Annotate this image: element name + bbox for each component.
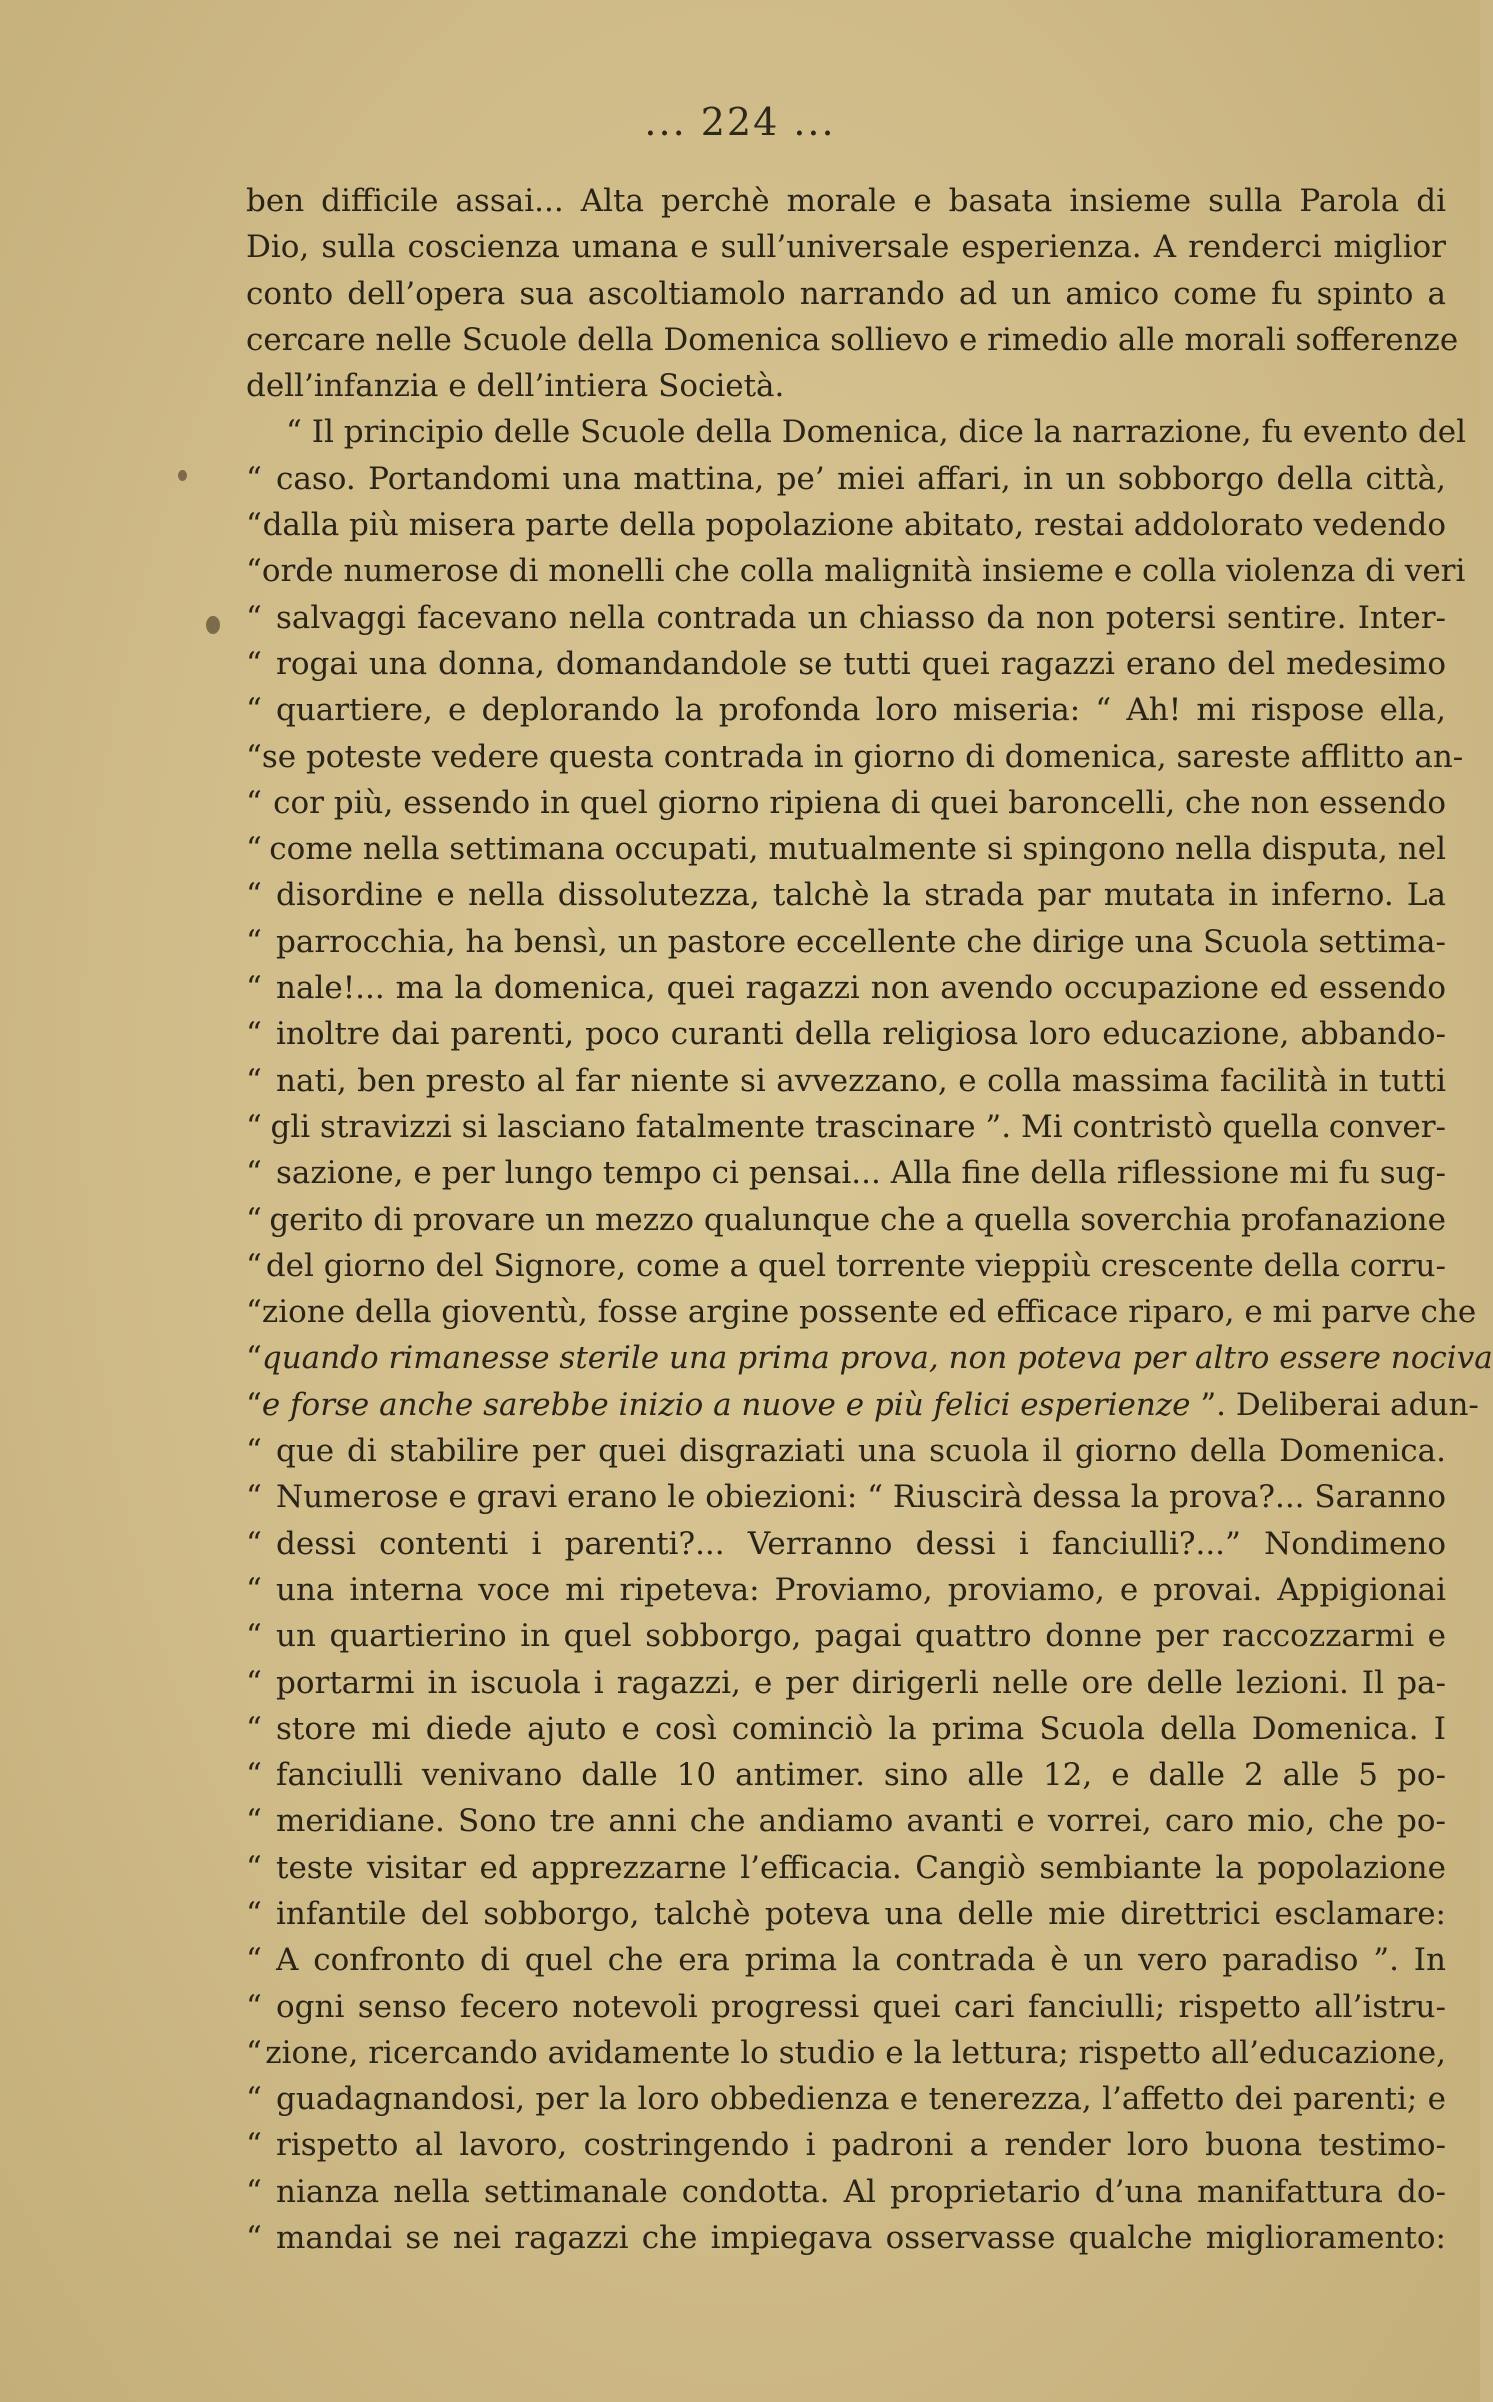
line-text: nianza nella settimanale condotta. Al proprietario d’una manifattura do-: [276, 2173, 1446, 2210]
text-line: [246, 872, 1446, 918]
quote-mark: “: [246, 831, 262, 868]
quote-mark: “: [246, 599, 262, 636]
quote-mark: “: [246, 1016, 262, 1053]
line-text: se poteste vedere questa contrada in giorno di domenica, sareste afflitto an-: [261, 738, 1464, 775]
line-text: que di stabilire per quei disgraziati una scuola il giorno della Domenica.: [276, 1433, 1446, 1470]
quote-mark: “: [246, 1479, 262, 1516]
quote-mark: “: [246, 507, 262, 544]
text-line: [246, 1289, 1477, 1335]
line-text: dessi contenti i parenti?... Verranno dessi i fanciulli?...” Nondimeno: [276, 1525, 1446, 1562]
text-line: [246, 1567, 1446, 1613]
intro-paragraph: [246, 178, 1459, 409]
text-line: [246, 1752, 1446, 1798]
quote-mark: “: [246, 738, 262, 775]
text-line: [246, 2030, 1446, 2076]
text-line: [246, 1937, 1446, 1983]
text-line: [246, 2122, 1446, 2168]
quote-mark: “: [246, 1062, 262, 1099]
text-line: [246, 1058, 1446, 1104]
quote-mark: “: [246, 1849, 262, 1886]
line-text: disordine e nella dissolutezza, talchè la strada par mutata in inferno. La: [276, 877, 1446, 914]
quoted-paragraph-part-2: [246, 1428, 1446, 2261]
quote-mark: “: [246, 2173, 262, 2210]
line-text: gli stravizzi si lasciano fatalmente trascinare ”. Mi contristò quella conver-: [270, 1108, 1446, 1145]
quote-mark: “: [246, 1108, 262, 1145]
line-text: inoltre dai parenti, poco curanti della religiosa loro educazione, abbando-: [276, 1016, 1446, 1053]
line-text: zione della gioventù, fosse argine possente ed efficace riparo, e mi parve che: [261, 1294, 1477, 1331]
line-text: dalla più misera parte della popolazione abitato, restai addolorato vedendo: [262, 507, 1446, 544]
text-line: [246, 780, 1446, 826]
italic-text: e forse anche sarebbe inizio a nuove e più felici esperienze: [261, 1386, 1191, 1423]
text-line: [246, 965, 1446, 1011]
quote-mark: “: [246, 2034, 262, 2071]
text-line: conto dell’opera sua ascoltiamolo narrando ad un amico come fu spinto a: [246, 275, 1446, 312]
line-text: guadagnandosi, per la loro obbedienza e tenerezza, l’affetto dei parenti; e: [276, 2081, 1446, 2118]
line-text: mandai se nei ragazzi che impiegava osservasse qualche miglioramento:: [276, 2220, 1446, 2257]
text-line: [246, 1428, 1446, 1474]
text-line: [246, 2076, 1446, 2122]
quote-mark: “: [246, 923, 262, 960]
line-text: teste visitar ed apprezzarne l’efficacia. Cangiò sembiante la popolazione: [276, 1849, 1446, 1886]
text-line: [246, 595, 1446, 641]
line-text: ogni senso fecero notevoli progressi quei cari fanciulli; rispetto all’istru-: [276, 1988, 1446, 2025]
quote-mark: “: [246, 1155, 262, 1192]
body-text: [246, 178, 1493, 2261]
line-text: salvaggi facevano nella contrada un chiasso da non potersi sentire. Inter-: [276, 599, 1446, 636]
text-fragment: ”. Deliberai adun-: [1190, 1386, 1479, 1423]
quote-mark: “: [246, 2081, 262, 2118]
text-line: [246, 1243, 1446, 1289]
quote-mark: “: [246, 1803, 262, 1840]
quote-mark: “: [246, 1942, 262, 1979]
text-line: [246, 1613, 1446, 1659]
line-text: del giorno del Signore, come a quel torrente vieppiù crescente della corru-: [265, 1247, 1446, 1284]
line-text: caso. Portandomi una mattina, pe’ miei affari, in un sobborgo della città,: [276, 460, 1446, 497]
ink-blot: [206, 616, 220, 634]
quote-mark: “: [246, 1525, 262, 1562]
line-text: infantile del sobborgo, talchè poteva una delle mie direttrici esclamare:: [276, 1895, 1446, 1932]
line-text: fanciulli venivano dalle 10 antimer. sino alle 12, e dalle 2 alle 5 po-: [276, 1757, 1446, 1794]
text-line: [246, 502, 1446, 548]
line-text: orde numerose di monelli che colla malignità insieme e colla violenza di veri: [261, 553, 1466, 590]
quote-mark: “: [246, 1664, 262, 1701]
quote-mark: “: [246, 970, 262, 1007]
ink-blot: [178, 470, 187, 481]
quote-mark: “: [246, 553, 262, 590]
quote-mark: “: [246, 1386, 262, 1423]
text-line: [246, 1011, 1446, 1057]
quote-mark: “: [246, 2220, 262, 2257]
quote-mark: “: [246, 2127, 262, 2164]
text-line: [246, 734, 1464, 780]
text-line: [246, 1197, 1446, 1243]
text-line: [246, 1891, 1446, 1937]
line-text: nale!... ma la domenica, quei ragazzi non avendo occupazione ed essendo: [276, 970, 1446, 1007]
quoted-paragraph-first-line: “ Il principio delle Scuole della Domenica, dice la narrazione, fu evento del: [286, 414, 1467, 451]
text-line: [246, 1150, 1446, 1196]
quote-mark: “: [246, 1433, 262, 1470]
line-text: store mi diede ajuto e così cominciò la prima Scuola della Domenica. I: [276, 1710, 1446, 1747]
quote-mark: “: [246, 1710, 262, 1747]
line-text: parrocchia, ha bensì, un pastore eccellente che dirige una Scuola settima-: [276, 923, 1446, 960]
line-text: cor più, essendo in quel giorno ripiena di quei baroncelli, che non essendo: [273, 784, 1446, 821]
text-line: [246, 1474, 1446, 1520]
line-text: portarmi in iscuola i ragazzi, e per dirigerli nelle ore delle lezioni. Il pa-: [276, 1664, 1446, 1701]
quoted-paragraph-part-1: [246, 456, 1477, 1336]
quote-mark: “: [246, 460, 262, 497]
quote-mark: “: [246, 877, 262, 914]
line-text: come nella settimana occupati, mutualmente si spingono nella disputa, nel: [269, 831, 1446, 868]
line-text: rogai una donna, domandandole se tutti quei ragazzi erano del medesimo: [276, 645, 1446, 682]
text-line: [246, 641, 1446, 687]
quote-mark: “: [246, 1247, 262, 1284]
quote-mark: “: [246, 1201, 262, 1238]
quote-mark: “: [246, 1340, 262, 1377]
line-text: una interna voce mi ripeteva: Proviamo, proviamo, e provai. Appigionai: [276, 1571, 1446, 1608]
text-line: [246, 826, 1446, 872]
quote-mark: “: [246, 645, 262, 682]
quote-mark: “: [246, 784, 262, 821]
quote-mark: “: [246, 1988, 262, 2025]
quote-mark: “: [246, 692, 262, 729]
text-line: [246, 1845, 1446, 1891]
text-line: [246, 2169, 1446, 2215]
line-text: quartiere, e deplorando la profonda loro miseria: “ Ah! mi rispose ella,: [276, 692, 1446, 729]
text-line: [246, 1521, 1446, 1567]
text-line: [246, 1706, 1446, 1752]
text-line: [246, 2215, 1446, 2261]
line-text: A confronto di quel che era prima la contrada è un vero paradiso ”. In: [276, 1942, 1446, 1979]
text-line: [246, 1660, 1446, 1706]
quote-mark: “: [246, 1294, 262, 1331]
line-text: nati, ben presto al far niente si avvezzano, e colla massima facilità in tutti: [276, 1062, 1446, 1099]
line-text: sazione, e per lungo tempo ci pensai... Alla fine della riflessione mi fu sug-: [276, 1155, 1446, 1192]
line-text: gerito di provare un mezzo qualunque che a quella soverchia profanazione: [269, 1201, 1446, 1238]
quote-mark: “: [246, 1895, 262, 1932]
quote-mark: “: [246, 1618, 262, 1655]
quote-mark: “: [246, 1757, 262, 1794]
text-line: cercare nelle Scuole della Domenica sollievo e rimedio alle morali sofferenze: [246, 321, 1459, 358]
line-text: rispetto al lavoro, costringendo i padroni a render loro buona testimo-: [276, 2127, 1446, 2164]
italic-line-2: [246, 1382, 1479, 1428]
text-line: [246, 548, 1466, 594]
text-line: ben difficile assai... Alta perchè morale e basata insieme sulla Parola di: [246, 183, 1446, 219]
text-line: Dio, sulla coscienza umana e sull’universale esperienza. A renderci miglior: [246, 229, 1446, 266]
text-line: dell’infanzia e dell’intiera Società.: [246, 368, 785, 405]
line-text: un quartierino in quel sobborgo, pagai quattro donne per raccozzarmi e: [276, 1618, 1446, 1655]
line-text: zione, ricercando avidamente lo studio e la lettura; rispetto all’educazione,: [265, 2034, 1446, 2071]
text-line: [246, 687, 1446, 733]
italic-text: quando rimanesse sterile una prima prova, non poteva per altro essere nociva: [261, 1340, 1493, 1377]
line-text: meridiane. Sono tre anni che andiamo avanti e vorrei, caro mio, che po-: [276, 1803, 1446, 1840]
page-number: ... 224 ...: [644, 100, 836, 144]
text-line: [246, 1798, 1446, 1844]
line-text: Numerose e gravi erano le obiezioni: “ Riuscirà dessa la prova?... Saranno: [276, 1479, 1446, 1516]
text-line: [246, 1984, 1446, 2030]
text-line: [246, 456, 1446, 502]
text-line: [246, 1104, 1446, 1150]
quote-mark: “: [246, 1571, 262, 1608]
italic-line-1: [246, 1335, 1493, 1381]
text-line: [246, 919, 1446, 965]
